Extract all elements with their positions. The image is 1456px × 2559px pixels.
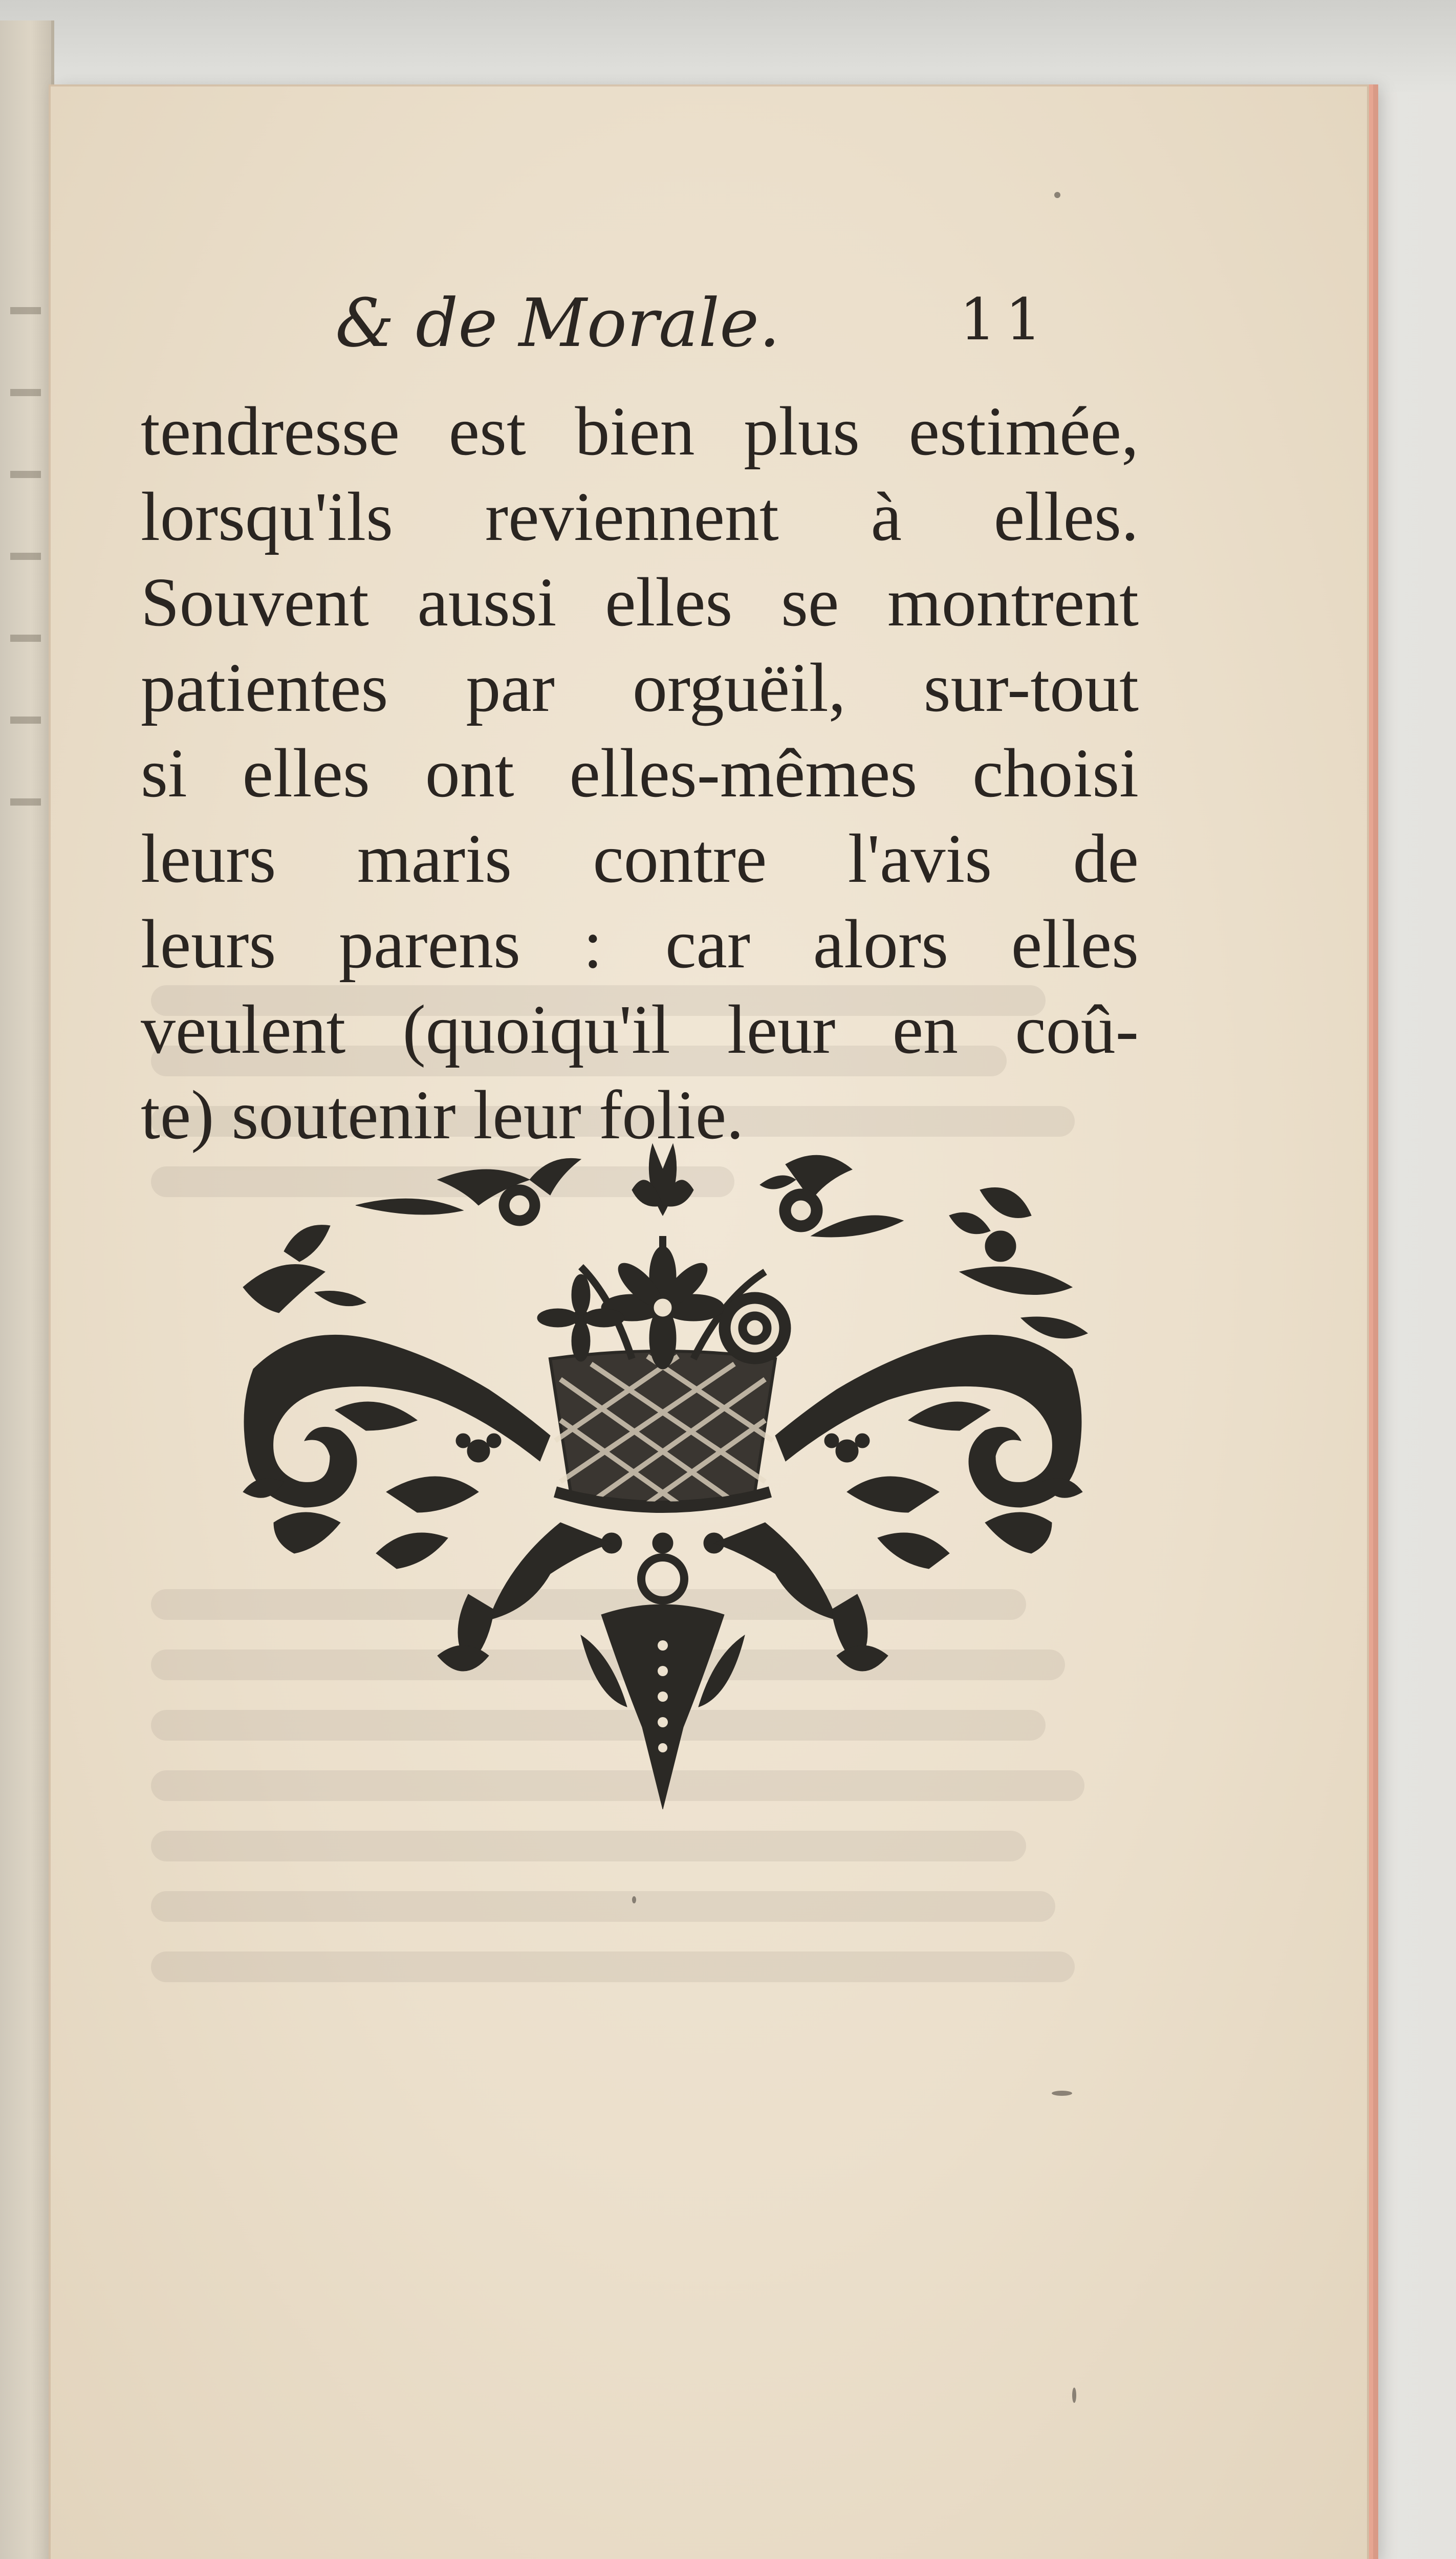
paper-speck xyxy=(1054,192,1060,198)
body-text xyxy=(141,389,1139,1158)
text-line: patientes par orguëil, sur-tout xyxy=(141,649,1139,726)
page-number: 11 xyxy=(960,287,1051,353)
scan-background xyxy=(0,0,1456,92)
text-line: te) soutenir leur folie. xyxy=(141,1077,744,1154)
running-title: & de Morale. xyxy=(335,284,780,362)
previous-page-edge xyxy=(0,20,54,2559)
text-line: veulent (quoiqu'il leur en coû- xyxy=(141,991,1139,1068)
text-line: leurs maris contre l'avis de xyxy=(141,820,1139,897)
text-line: Souvent aussi elles se montrent xyxy=(141,564,1139,641)
flower-basket-vignette-icon xyxy=(223,1103,1103,1830)
book-page xyxy=(49,84,1373,2559)
paper-speck xyxy=(1072,2388,1076,2403)
paper-speck xyxy=(632,1896,636,1903)
text-line: tendresse est bien plus estimée, xyxy=(141,393,1139,470)
text-line: leurs parens : car alors elles xyxy=(141,906,1139,983)
text-line: si elles ont elles-mêmes choisi xyxy=(141,735,1139,812)
paper-speck xyxy=(1052,2091,1072,2096)
text-line: lorsqu'ils reviennent à elles. xyxy=(141,479,1139,555)
running-head xyxy=(49,284,1369,371)
